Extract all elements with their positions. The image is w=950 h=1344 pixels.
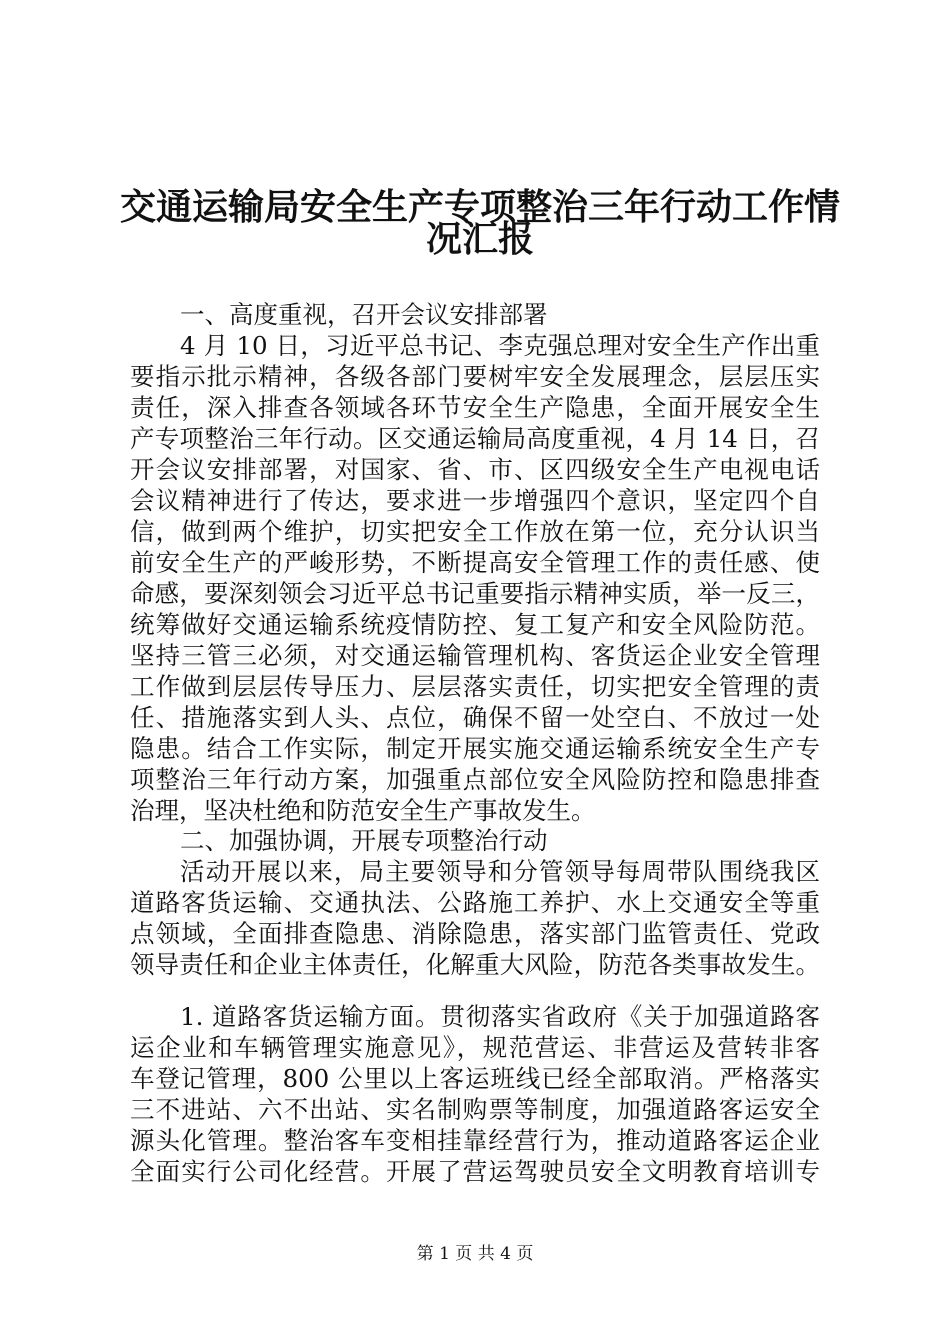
paragraph-line: 信，做到两个维护，切实把安全工作放在第一位，充分认识当: [130, 517, 820, 546]
paragraph-line: 开会议安排部署，对国家、省、市、区四级安全生产电视电话: [130, 455, 820, 484]
paragraph-line: 责任，深入排查各领域各环节安全生产隐患，全面开展安全生: [130, 393, 820, 422]
paragraph-line: 产专项整治三年行动。区交通运输局高度重视，4 月 14 日，召: [130, 424, 820, 453]
paragraph-line: 源头化管理。整治客车变相挂靠经营行为，推动道路客运企业: [130, 1126, 820, 1155]
document-title-line-1: 交通运输局安全生产专项整治三年行动工作情: [120, 187, 841, 228]
paragraph-line: 道路客货运输、交通执法、公路施工养护、水上交通安全等重: [130, 888, 820, 917]
paragraph-line: 工作做到层层传导压力、层层落实责任，切实把安全管理的责: [130, 672, 820, 701]
document-title-line-2: 况汇报: [425, 219, 534, 260]
paragraph-line: 领导责任和企业主体责任，化解重大风险，防范各类事故发生。: [130, 950, 820, 979]
paragraph-line: 项整治三年行动方案，加强重点部位安全风险防控和隐患排查: [130, 765, 820, 794]
paragraph-line: 活动开展以来，局主要领导和分管领导每周带队围绕我区: [180, 857, 820, 886]
paragraph-line: 坚持三管三必须，对交通运输管理机构、客货运企业安全管理: [130, 641, 820, 670]
section-heading: 二、加强协调，开展专项整治行动: [180, 826, 548, 855]
paragraph-line: 隐患。结合工作实际，制定开展实施交通运输系统安全生产专: [130, 734, 820, 763]
paragraph-line: 点领域，全面排查隐患、消除隐患，落实部门监管责任、党政: [130, 919, 820, 948]
paragraph-line: 命感，要深刻领会习近平总书记重要指示精神实质，举一反三，: [130, 579, 820, 608]
paragraph-line: 前安全生产的严峻形势，不断提高安全管理工作的责任感、使: [130, 548, 820, 577]
paragraph-line: 治理，坚决杜绝和防范安全生产事故发生。: [130, 796, 596, 825]
paragraph-line: 三不进站、六不出站、实名制购票等制度，加强道路客运安全: [130, 1095, 820, 1124]
paragraph-line: 会议精神进行了传达，要求进一步增强四个意识，坚定四个自: [130, 486, 820, 515]
page-footer: 第 1 页 共 4 页: [416, 1244, 534, 1264]
paragraph-line: 车登记管理，800 公里以上客运班线已经全部取消。严格落实: [130, 1064, 820, 1093]
section-heading: 一、高度重视，召开会议安排部署: [180, 300, 548, 329]
paragraph-line: 统筹做好交通运输系统疫情防控、复工复产和安全风险防范。: [130, 610, 820, 639]
paragraph-line: 任、措施落实到人头、点位，确保不留一处空白、不放过一处: [130, 703, 820, 732]
paragraph-line: 全面实行公司化经营。开展了营运驾驶员安全文明教育培训专: [130, 1157, 820, 1186]
paragraph-line: 4 月 10 日，习近平总书记、李克强总理对安全生产作出重: [180, 331, 820, 360]
paragraph-line: 1. 道路客货运输方面。贯彻落实省政府《关于加强道路客: [180, 1002, 820, 1031]
paragraph-line: 运企业和车辆管理实施意见》，规范营运、非营运及营转非客: [130, 1033, 820, 1062]
paragraph-line: 要指示批示精神，各级各部门要树牢安全发展理念，层层压实: [130, 362, 820, 391]
